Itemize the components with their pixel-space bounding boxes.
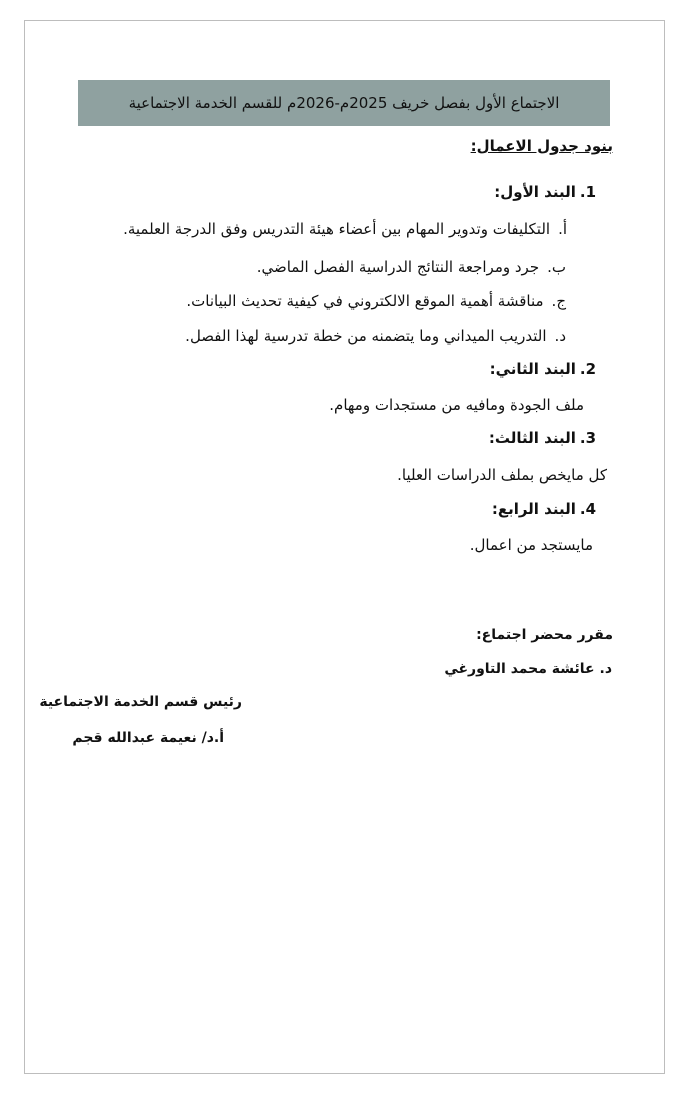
subitem-letter: ج.	[551, 292, 566, 310]
subitem-b	[257, 258, 566, 276]
item-number: 3.	[579, 429, 596, 447]
agenda-item-1	[494, 183, 596, 201]
item-label: البند الثاني:	[489, 360, 576, 378]
item-label: البند الثالث:	[488, 429, 576, 447]
agenda-item-3	[489, 429, 596, 447]
subitem-letter: أ.	[558, 220, 567, 238]
item-2-body: ملف الجودة ومافيه من مستجدات ومهام.	[329, 396, 584, 414]
recorder-title: مقرر محضر اجتماع:	[476, 627, 613, 643]
document-title: الاجتماع الأول بفصل خريف 2025م-2026م للقسم الخدمة الاجتماعية	[128, 94, 560, 112]
subitem-a	[123, 220, 567, 238]
item-number: 1.	[579, 183, 596, 201]
agenda-item-4	[492, 500, 596, 518]
item-3-body: كل مايخص بملف الدراسات العليا.	[397, 466, 607, 484]
item-label: البند الأول:	[494, 183, 576, 201]
subitem-d	[185, 327, 566, 345]
item-label: البند الرابع:	[491, 500, 576, 518]
subitem-text: التكليفات وتدوير المهام بين أعضاء هيئة التدريس وفق الدرجة العلمية.	[123, 220, 551, 238]
agenda-item-2	[490, 360, 596, 378]
item-number: 2.	[579, 360, 596, 378]
subitem-letter: د.	[554, 327, 566, 345]
subitem-text: التدريب الميداني وما يتضمنه من خطة تدرسية لهذا الفصل.	[185, 327, 547, 345]
subitem-c	[186, 292, 566, 310]
subitem-letter: ب.	[547, 258, 566, 276]
item-number: 4.	[579, 500, 596, 518]
agenda-heading: بنود جدول الاعمال:	[470, 137, 613, 155]
head-title: رئيس قسم الخدمة الاجتماعية	[39, 694, 242, 710]
title-banner	[78, 80, 610, 126]
recorder-name: د. عائشة محمد التاورغي	[444, 661, 612, 677]
head-name: أ.د/ نعيمة عبدالله قجم	[72, 730, 224, 746]
subitem-text: جرد ومراجعة النتائج الدراسية الفصل الماضي.	[256, 258, 540, 276]
item-4-body: مايستجد من اعمال.	[469, 536, 593, 554]
subitem-text: مناقشة أهمية الموقع الالكتروني في كيفية تحديث البيانات.	[186, 292, 544, 310]
